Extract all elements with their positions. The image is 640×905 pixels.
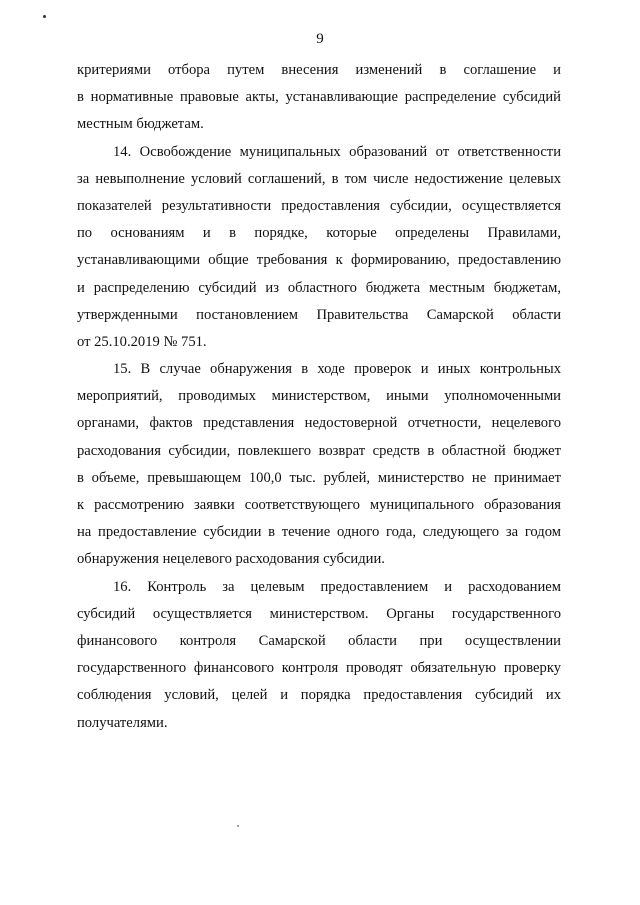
text-line: 15. В случае обнаружения в ходе проверок и иных контрольных (113, 361, 561, 378)
page-number: 9 (316, 31, 324, 47)
text-line: получателями. (77, 714, 168, 731)
text-line: утвержденными постановлением Правительства Самарской области (77, 306, 561, 323)
text-line: соблюдения условий, целей и порядка предоставления субсидий их (77, 687, 561, 704)
text-line: в нормативные правовые акты, устанавливающие распределение субсидий (77, 89, 561, 106)
text-line: к рассмотрению заявки соответствующего муниципального образования (77, 497, 561, 513)
text-line: государственного финансового контроля проводят обязательную проверку (77, 660, 561, 677)
scan-speck (237, 825, 239, 827)
text-line: субсидий осуществляется министерством. Органы государственного (77, 605, 561, 622)
text-line: в объеме, превышающем 100,0 тыс. рублей, министерство не принимает (77, 469, 561, 486)
text-line: показателей результативности предоставления субсидии, осуществляется (77, 197, 561, 214)
text-line: на предоставление субсидии в течение одного года, следующего за годом (77, 524, 561, 541)
document-body (77, 57, 561, 737)
text-line: 16. Контроль за целевым предоставлением и расходованием (113, 578, 561, 595)
text-line: органами, фактов представления недостоверной отчетности, нецелевого (77, 415, 561, 432)
paragraph-14 (77, 139, 561, 357)
text-line: финансового контроля Самарской области при осуществлении (77, 632, 561, 649)
text-line: мероприятий, проводимых министерством, иными уполномоченными (77, 388, 561, 405)
text-line: устанавливающими общие требования к формированию, предоставлению (77, 252, 561, 269)
text-line: обнаружения нецелевого расходования субсидии. (77, 551, 385, 568)
text-line: по основаниям и в порядке, которые определены Правилами, (77, 225, 561, 242)
text-line: от 25.10.2019 № 751. (77, 333, 207, 350)
text-line: местным бюджетам. (77, 116, 204, 133)
text-line: за невыполнение условий соглашений, в том числе недостижение целевых (77, 170, 561, 187)
scan-speck (43, 15, 46, 18)
text-line: расходования субсидии, повлекшего возврат средств в областной бюджет (77, 442, 561, 459)
text-line: 14. Освобождение муниципальных образований от ответственности (113, 143, 561, 160)
paragraph-15 (77, 356, 561, 574)
paragraph-16 (77, 574, 561, 737)
paragraph-continuation (77, 57, 561, 139)
text-line: и распределению субсидий из областного бюджета местным бюджетам, (77, 279, 561, 296)
text-line: критериями отбора путем внесения изменений в соглашение и (77, 62, 561, 78)
